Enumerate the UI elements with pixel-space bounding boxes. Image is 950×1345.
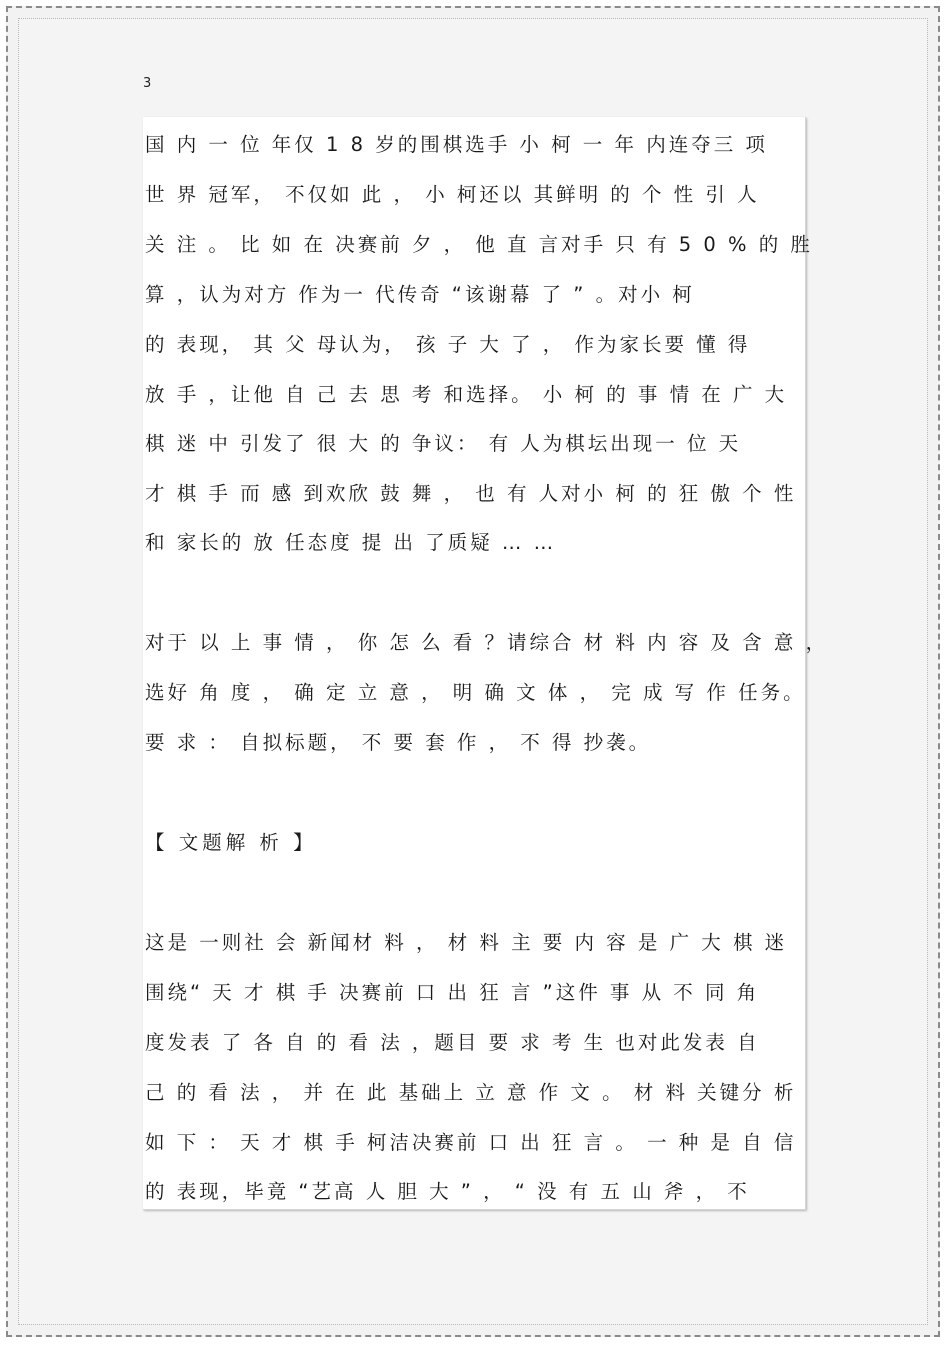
text-line: 要 求 ： 自拟标题， 不 要 套 作 ， 不 得 抄袭。: [145, 731, 652, 754]
document-body: [143, 117, 829, 1210]
text-line: 才 棋 手 而 感 到欢欣 鼓 舞 ， 也 有 人对小 柯 的 狂 傲 个 性: [145, 482, 797, 505]
text-line: 选好 角 度 ， 确 定 立 意 ， 明 确 文 体 ， 完 成 写 作 任务。: [145, 681, 806, 704]
text-line: 的 表现，毕竟 “艺高 人 胆 大 ” ， “ 没 有 五 山 斧 ， 不: [145, 1180, 750, 1203]
text-line: 和 家长的 放 任态度 提 出 了质疑 … …: [145, 531, 557, 554]
text-line: 这是 一则社 会 新闻材 料 ， 材 料 主 要 内 容 是 广 大 棋 迷: [145, 931, 788, 954]
text-line: 国 内 一 位 年仅 1 8 岁的围棋选手 小 柯 一 年 内连夺三 项: [145, 133, 768, 156]
text-line: 己 的 看 法 ， 并 在 此 基础上 立 意 作 文 。 材 料 关键分 析: [145, 1081, 797, 1104]
text-line: 围绕“ 天 才 棋 手 决赛前 口 出 狂 言 ”这件 事 从 不 同 角: [145, 981, 760, 1004]
text-line: 度发表 了 各 自 的 看 法 ，题目 要 求 考 生 也对此发表 自: [145, 1031, 760, 1054]
section-heading: 【 文题解 析 】: [145, 831, 317, 854]
text-line: 世 界 冠军， 不仅如 此 ， 小 柯还以 其鲜明 的 个 性 引 人: [145, 183, 760, 206]
text-line: 放 手 ，让他 自 己 去 思 考 和选择。 小 柯 的 事 情 在 广 大: [145, 383, 788, 406]
text-line: 棋 迷 中 引发了 很 大 的 争议： 有 人为棋坛出现一 位 天: [145, 432, 742, 455]
text-line: 算 ，认为对方 作为一 代传奇 “该谢幕 了 ” 。对小 柯: [145, 283, 695, 306]
text-line: 如 下 ： 天 才 棋 手 柯洁决赛前 口 出 狂 言 。 一 种 是 自 信: [145, 1131, 797, 1154]
text-line: 对于 以 上 事 情 ， 你 怎 么 看 ？请综合 材 料 内 容 及 含 意 ，: [145, 631, 829, 654]
text-line: 关 注 。 比 如 在 决赛前 夕 ， 他 直 言对手 只 有 5 0 % 的 胜: [145, 233, 813, 256]
page-number: 3: [143, 76, 152, 91]
text-line: 的 表现， 其 父 母认为， 孩 子 大 了 ， 作为家长要 懂 得: [145, 333, 751, 356]
